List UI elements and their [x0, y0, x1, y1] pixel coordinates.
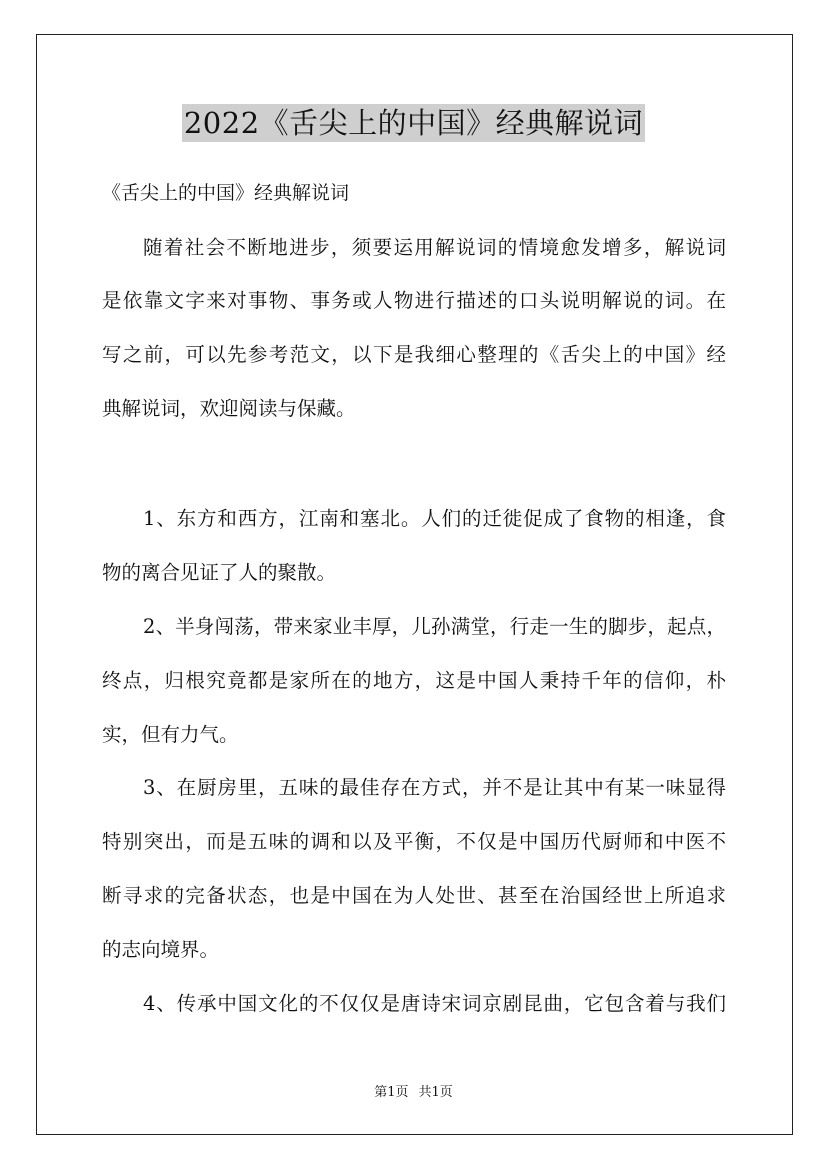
item-1-line-1: 1、东方和西方，江南和塞北。人们的迁徙促成了食物的相逢，食 — [143, 507, 726, 530]
item-3-line-4: 的志向境界。 — [102, 938, 220, 961]
item-2-line-3: 实，但有力气。 — [102, 723, 239, 746]
page-total: 共1页 — [418, 1085, 453, 1100]
intro-line-3: 写之前，可以先参考范文，以下是我细心整理的《舌尖上的中国》经 — [102, 343, 726, 366]
intro-line-1: 随着社会不断地进步，须要运用解说词的情境愈发增多，解说词 — [143, 236, 726, 259]
item-2-line-1: 2、半身闯荡，带来家业丰厚，儿孙满堂，行走一生的脚步，起点， — [143, 615, 726, 638]
intro-line-2: 是依靠文字来对事物、事务或人物进行描述的口头说明解说的词。在 — [102, 289, 726, 312]
page-current: 第1页 — [374, 1085, 409, 1100]
document-title: 2022《舌尖上的中国》经典解说词 — [183, 106, 644, 140]
item-4-line-1: 4、传承中国文化的不仅仅是唐诗宋词京剧昆曲，它包含着与我们 — [143, 992, 726, 1015]
item-2-line-2: 终点，归根究竟都是家所在的地方，这是中国人秉持千年的信仰，朴 — [102, 669, 726, 692]
document-subtitle: 《舌尖上的中国》经典解说词 — [102, 182, 350, 204]
item-1-line-2: 物的离合见证了人的聚散。 — [102, 561, 337, 584]
intro-line-4: 典解说词，欢迎阅读与保藏。 — [102, 397, 356, 420]
item-3-line-1: 3、在厨房里，五味的最佳存在方式，并不是让其中有某一味显得 — [143, 776, 726, 799]
item-3-line-3: 断寻求的完备状态，也是中国在为人处世、甚至在治国经世上所追求 — [102, 884, 726, 907]
title-container — [0, 104, 827, 142]
page-footer — [0, 1085, 827, 1101]
item-3-line-2: 特别突出，而是五味的调和以及平衡，不仅是中国历代厨师和中医不 — [102, 830, 726, 853]
